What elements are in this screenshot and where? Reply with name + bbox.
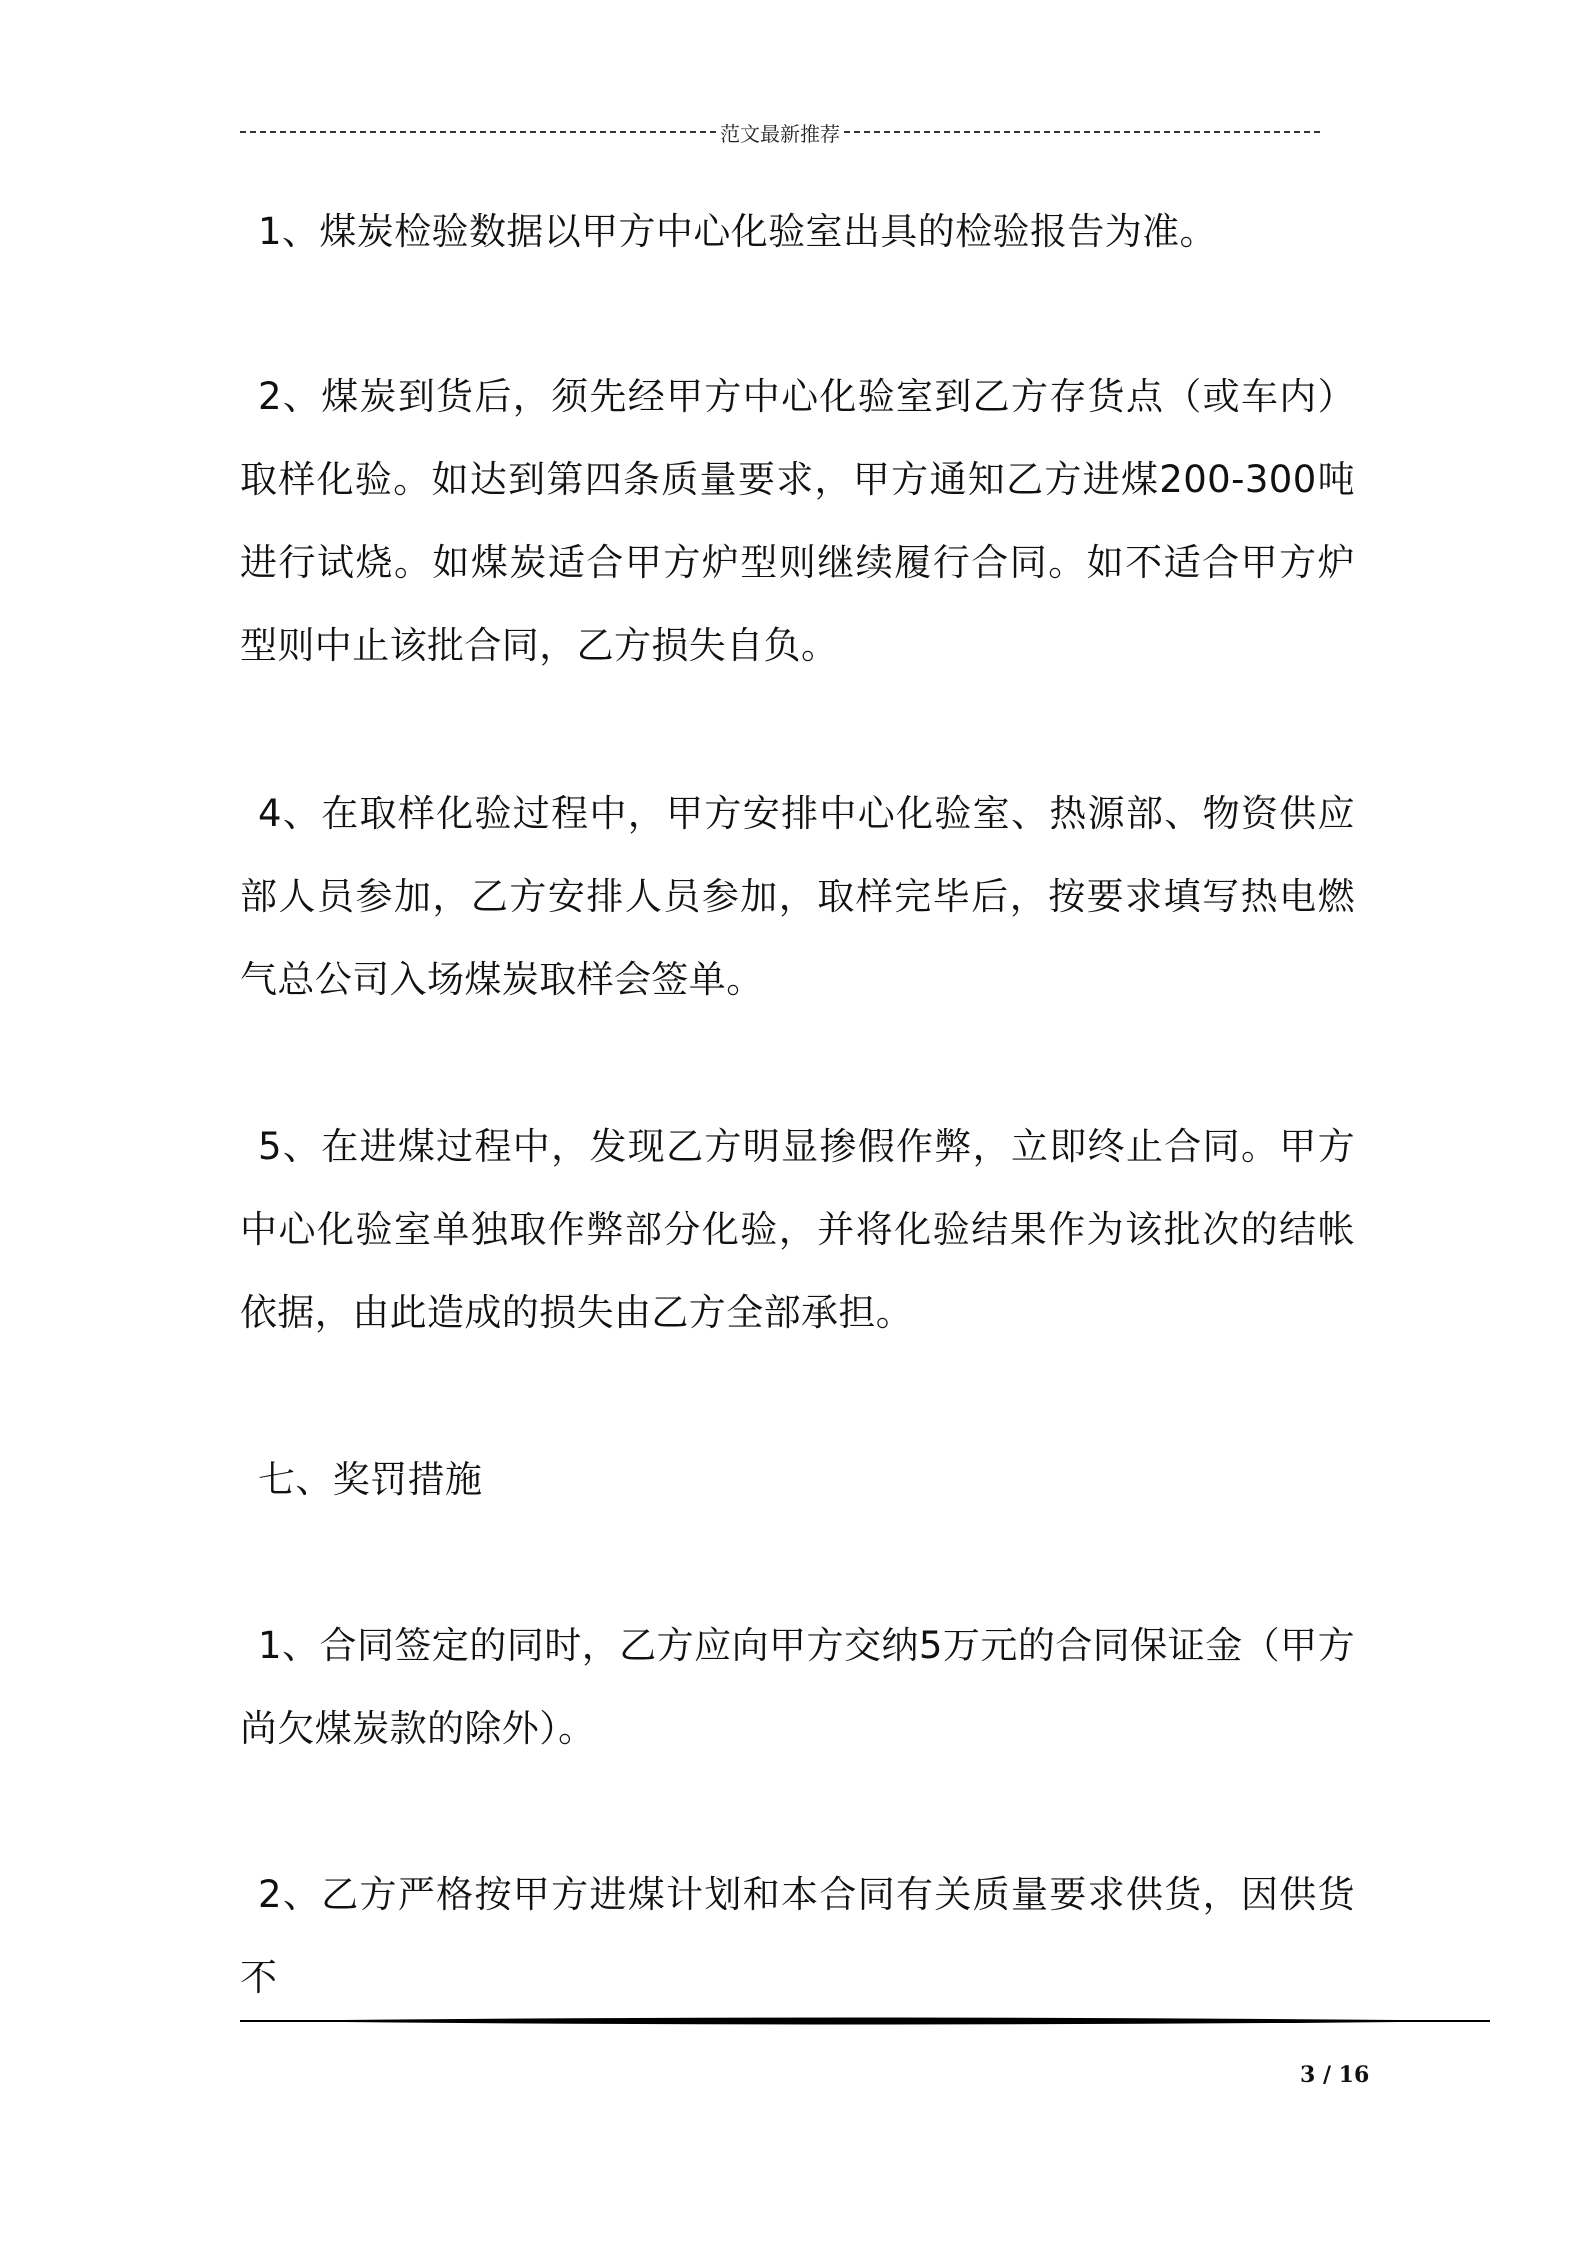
paragraph-6: 2、乙方严格按甲方进煤计划和本合同有关质量要求供货，因供货不 bbox=[240, 1873, 1355, 1999]
page-header bbox=[240, 112, 1320, 152]
header-title: 范文最新推荐 bbox=[720, 121, 840, 146]
footer-divider bbox=[240, 2016, 1490, 2026]
paragraph-5: 1、合同签定的同时，乙方应向甲方交纳5万元的合同保证金（甲方尚欠煤炭款的除外）。 bbox=[240, 1624, 1355, 1750]
paragraph-3: 4、在取样化验过程中，甲方安排中心化验室、热源部、物资供应部人员参加，乙方安排人员参加，取样完毕后，按要求填写热电燃气总公司入场煤炭取样会签单。 bbox=[240, 792, 1355, 1001]
paragraph-4: 5、在进煤过程中，发现乙方明显掺假作弊，立即终止合同。甲方中心化验室单独取作弊部分化验，并将化验结果作为该批次的结帐依据，由此造成的损失由乙方全部承担。 bbox=[240, 1125, 1355, 1334]
paragraph-1: 1、煤炭检验数据以甲方中心化验室出具的检验报告为准。 bbox=[258, 210, 1217, 253]
section-heading: 七、奖罚措施 bbox=[258, 1458, 483, 1501]
paragraph-2: 2、煤炭到货后，须先经甲方中心化验室到乙方存货点（或车内）取样化验。如达到第四条质量要求，甲方通知乙方进煤200-300吨进行试烧。如煤炭适合甲方炉型则继续履行合同。如不适合甲方炉型则中止该批合同，乙方损失自负。 bbox=[240, 375, 1355, 667]
header-dash-right bbox=[844, 131, 1320, 133]
header-dash-left bbox=[240, 131, 716, 133]
page-number: 3 / 16 bbox=[1300, 2062, 1370, 2088]
